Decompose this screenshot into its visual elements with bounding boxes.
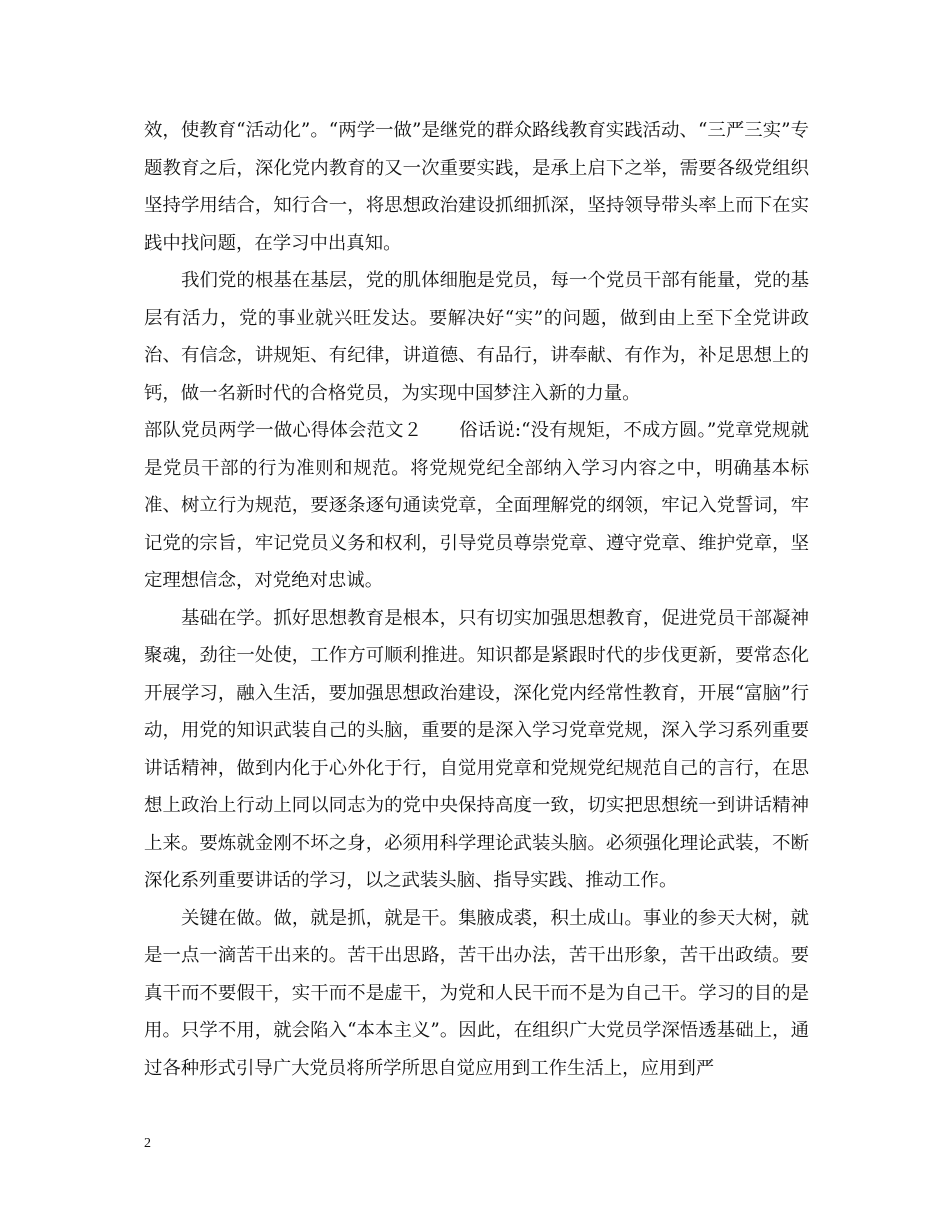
paragraph-grassroots: 我们党的根基在基层，党的肌体细胞是党员，每一个党员干部有能量，党的基层有活力，党的事业就兴旺发达。要解决好“实”的问题，做到由上至下全党讲政治、有信念，讲规矩、有纪律，讲道德、有品行，讲奉献、有作为，补足思想上的钙，做一名新时代的合格党员，为实现中国梦注入新的力量。 (144, 270, 809, 404)
paragraph-continuation: 效，使教育“活动化”。“两学一做”是继党的群众路线教育实践活动、“三严三实”专题教育之后，深化党内教育的又一次重要实践，是承上启下之举，需要各级党组织坚持学用结合，知行合一，将思想政治建设抓细抓深，坚持领导带头率上而下在实践中找问题，在学习中出真知。 (144, 120, 809, 254)
document-body (144, 112, 809, 1087)
paragraph-study-foundation: 基础在学。抓好思想教育是根本，只有切实加强思想教育，促进党员干部凝神聚魂，劲往一处使，工作方可顺利推进。知识都是紧跟时代的步伐更新，要常态化开展学习，融入生活，要加强思想政治建设，深化党内经常性教育，开展“富脑”行动，用党的知识武装自己的头脑，重要的是深入学习党章党规，深入学习系列重要讲话精神，做到内化于心外化于行，自觉用党章和党规党纪规范自己的言行，在思想上政治上行动上同以同志为的党中央保持高度一致，切实把思想统一到讲话精神上来。要炼就金刚不坏之身，必须用科学理论武装头脑。必须强化理论武装，不断深化系列重要讲话的学习，以之武装头脑、指导实践、推动工作。 (144, 607, 809, 891)
paragraph-key-doing: 关键在做。做，就是抓，就是干。集腋成裘，积土成山。事业的参天大树，就是一点一滴苦干出来的。苦干出思路，苦干出办法，苦干出形象，苦干出政绩。要真干而不要假干，实干而不是虚干，为党和人民干而不是为自己干。学习的目的是用。只学不用，就会陷入“本本主义”。因此，在组织广大党员学深悟透基础上，通过各种形式引导广大党员将所学所思自觉应用到工作生活上，应用到严 (144, 907, 809, 1079)
paragraph-article-heading: 部队党员两学一做心得体会范文２ 俗话说:“没有规矩，不成方圆。”党章党规就是党员干部的行为准则和规范。将党规党纪全部纳入学习内容之中，明确基本标准、树立行为规范，要逐条逐句通读党章，全面理解党的纲领，牢记入党誓词，牢记党的宗旨，牢记党员义务和权利，引导党员尊崇党章、遵守党章、维护党章，坚定理想信念，对党绝对忠诚。 (144, 420, 809, 591)
page-number: 2 (144, 1136, 151, 1151)
